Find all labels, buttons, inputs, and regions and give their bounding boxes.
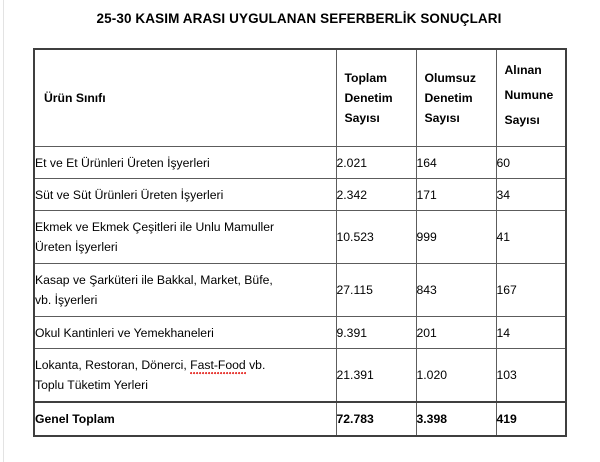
table-row xyxy=(34,211,566,264)
cell-samples-taken: 103 xyxy=(496,349,566,403)
cell-negative-inspections: 171 xyxy=(416,179,496,211)
table-total-row xyxy=(34,402,566,436)
cell-negative-inspections-sum: 3.398 xyxy=(416,402,496,436)
cell-total-label: Genel Toplam xyxy=(34,402,336,436)
cell-product-class-line1: Okul Kantinleri ve Yemekhaneleri xyxy=(35,325,214,340)
column-header-samples-taken xyxy=(496,49,566,147)
cell-product-class xyxy=(34,211,336,264)
cell-samples-taken: 34 xyxy=(496,179,566,211)
results-table-container xyxy=(33,48,565,437)
cell-negative-inspections: 999 xyxy=(416,211,496,264)
column-header-samples-taken-line3: Sayısı xyxy=(504,112,540,127)
cell-product-class-line1: Kasap ve Şarküteri ile Bakkal, Market, Büfe, xyxy=(35,273,273,287)
cell-samples-taken: 14 xyxy=(496,317,566,349)
cell-product-class-line1: Süt ve Süt Ürünleri Üreten İşyerleri xyxy=(35,187,224,202)
cell-product-class-line1-before: Lokanta, Restoran, Dönerci, xyxy=(35,358,191,372)
table-row xyxy=(34,264,566,317)
table-header-row xyxy=(34,49,566,147)
spellcheck-misspelled-word: Fast-Food xyxy=(190,358,246,377)
cell-product-class-line2: Toplu Tüketim Yerleri xyxy=(35,378,148,392)
cell-negative-inspections: 201 xyxy=(416,317,496,349)
cell-total-inspections: 27.115 xyxy=(336,264,416,317)
cell-product-class xyxy=(34,317,336,349)
cell-product-class xyxy=(34,179,336,211)
table-row xyxy=(34,349,566,403)
table-row xyxy=(34,147,566,179)
column-header-negative-inspections-line3: Sayısı xyxy=(424,111,460,125)
cell-product-class xyxy=(34,147,336,179)
cell-product-class xyxy=(34,264,336,317)
column-header-samples-taken-line1: Alınan xyxy=(504,62,542,77)
cell-negative-inspections: 843 xyxy=(416,264,496,317)
column-header-negative-inspections-line1: Olumsuz xyxy=(424,71,476,85)
cell-total-inspections-sum: 72.783 xyxy=(336,402,416,436)
table-row xyxy=(34,179,566,211)
cell-product-class-line2: Üreten İşyerleri xyxy=(35,240,118,254)
cell-product-class-line1: Ekmek ve Ekmek Çeşitleri ile Unlu Mamuller xyxy=(35,220,275,234)
column-header-total-inspections-line1: Toplam xyxy=(344,71,387,85)
cell-samples-taken: 167 xyxy=(496,264,566,317)
column-header-negative-inspections-line2: Denetim xyxy=(424,91,473,105)
cell-total-inspections: 2.021 xyxy=(336,147,416,179)
column-header-total-inspections-line3: Sayısı xyxy=(344,111,380,125)
cell-samples-taken: 60 xyxy=(496,147,566,179)
cell-product-class-line2: vb. İşyerleri xyxy=(35,293,98,307)
cell-product-class-line1: Et ve Et Ürünleri Üreten İşyerleri xyxy=(35,155,210,170)
column-header-total-inspections-line2: Denetim xyxy=(344,91,393,105)
cell-total-inspections: 21.391 xyxy=(336,349,416,403)
cell-total-inspections: 9.391 xyxy=(336,317,416,349)
cell-samples-taken: 41 xyxy=(496,211,566,264)
column-header-product-class xyxy=(34,49,336,147)
page-title: 25-30 KASIM ARASI UYGULANAN SEFERBERLİK SONUÇLARI xyxy=(96,11,502,26)
cell-samples-taken-sum: 419 xyxy=(496,402,566,436)
column-header-total-inspections xyxy=(336,49,416,147)
cell-total-inspections: 2.342 xyxy=(336,179,416,211)
cell-product-class xyxy=(34,349,336,403)
cell-product-class-line1-after: vb. xyxy=(245,358,266,372)
cell-negative-inspections: 1.020 xyxy=(416,349,496,403)
cell-product-class-line1 xyxy=(35,355,336,375)
cell-negative-inspections: 164 xyxy=(416,147,496,179)
cell-total-inspections: 10.523 xyxy=(336,211,416,264)
seferberlik-results-table xyxy=(33,48,567,437)
column-header-samples-taken-line2: Numune xyxy=(504,87,554,102)
column-header-product-class-line1: Ürün Sınıfı xyxy=(44,91,106,105)
column-header-negative-inspections xyxy=(416,49,496,147)
table-row xyxy=(34,317,566,349)
